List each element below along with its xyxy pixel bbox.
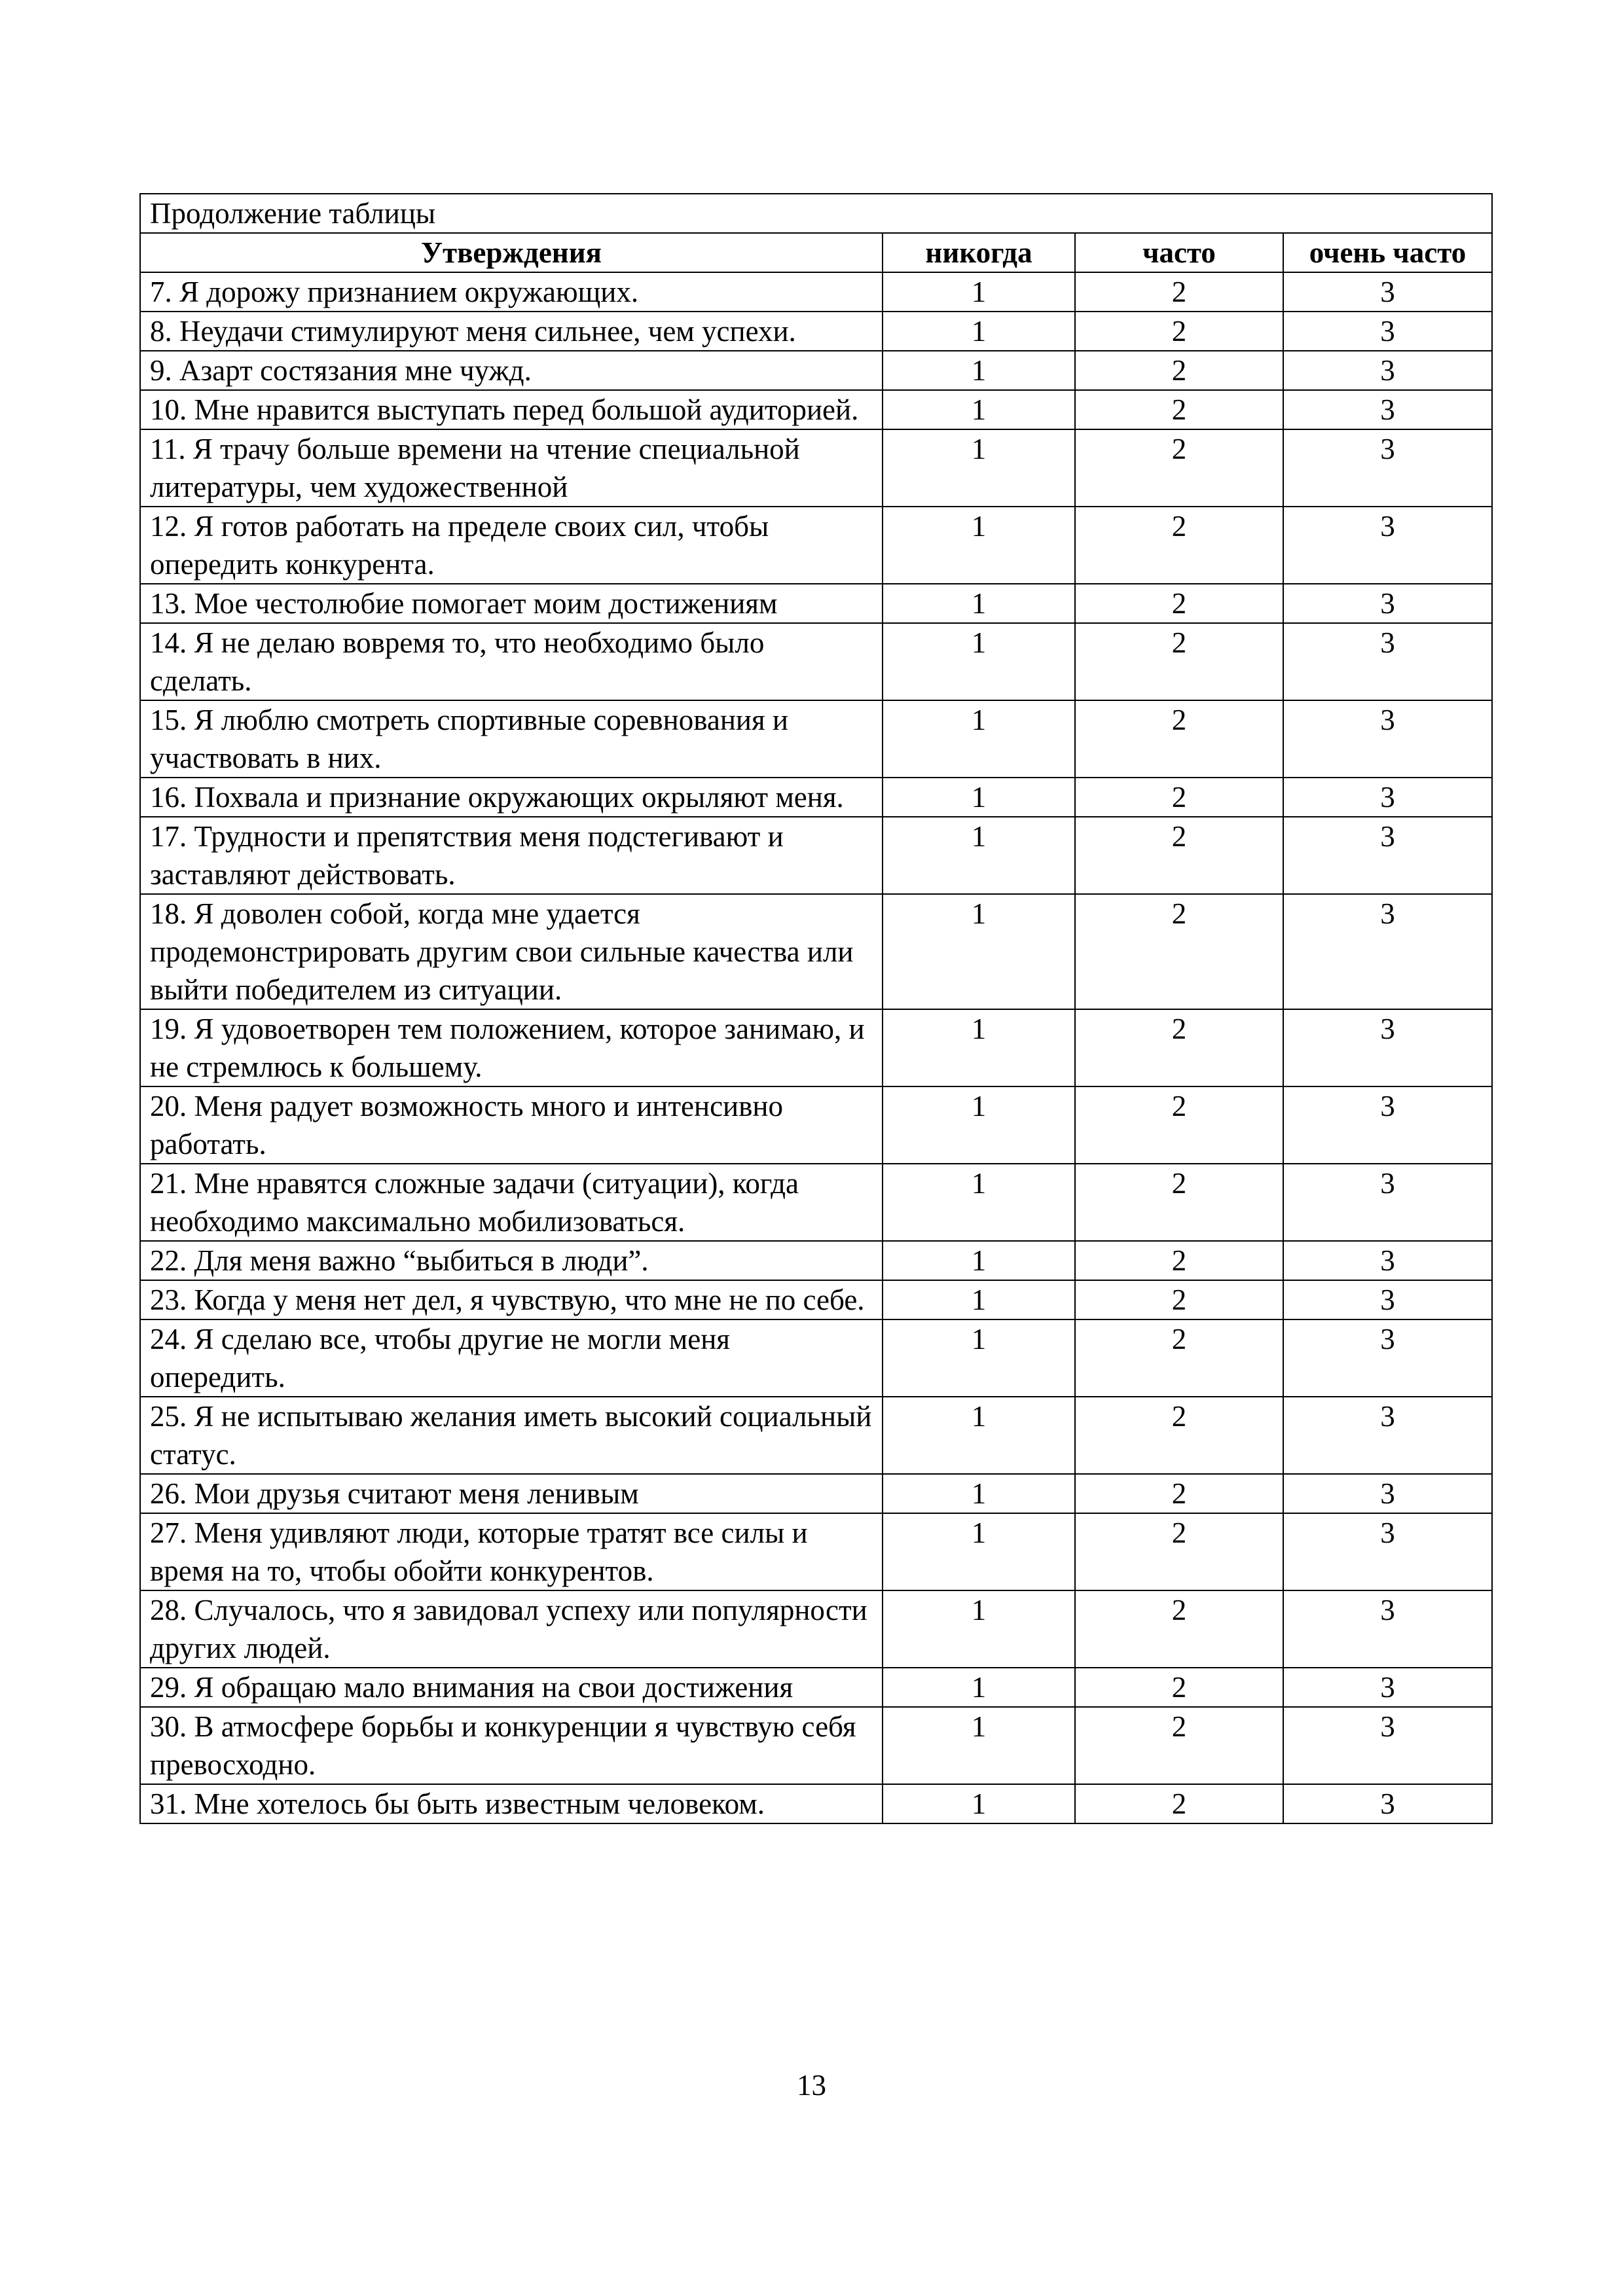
table-row [140, 894, 1492, 1009]
never-cell: 1 [883, 1707, 1075, 1784]
statement-cell: 23. Когда у меня нет дел, я чувствую, что мне не по себе. [140, 1280, 883, 1319]
often-cell: 2 [1075, 1164, 1283, 1241]
header-statement: Утверждения [140, 233, 883, 272]
statement-cell: 18. Я доволен собой, когда мне удается продемонстрировать другим свои сильные качества или выйти победителем из ситуации. [140, 894, 883, 1009]
never-cell: 1 [883, 1164, 1075, 1241]
table-row [140, 778, 1492, 817]
table-row [140, 272, 1492, 312]
very-often-cell: 3 [1283, 390, 1492, 429]
table-row [140, 312, 1492, 351]
very-often-cell: 3 [1283, 1280, 1492, 1319]
table-row [140, 507, 1492, 584]
statement-cell: 27. Меня удивляют люди, которые тратят все силы и время на то, чтобы обойти конкурентов. [140, 1513, 883, 1590]
table-row [140, 1086, 1492, 1164]
often-cell: 2 [1075, 1707, 1283, 1784]
often-cell: 2 [1075, 1009, 1283, 1086]
table-row [140, 1164, 1492, 1241]
very-often-cell: 3 [1283, 312, 1492, 351]
never-cell: 1 [883, 1086, 1075, 1164]
very-often-cell: 3 [1283, 1668, 1492, 1707]
often-cell: 2 [1075, 312, 1283, 351]
table-row [140, 1280, 1492, 1319]
statement-cell: 19. Я удовоетворен тем положением, которое занимаю, и не стремлюсь к большему. [140, 1009, 883, 1086]
statement-cell: 25. Я не испытываю желания иметь высокий социальный статус. [140, 1397, 883, 1474]
table-row [140, 584, 1492, 623]
often-cell: 2 [1075, 584, 1283, 623]
statement-cell: 9. Азарт состязания мне чужд. [140, 351, 883, 390]
very-often-cell: 3 [1283, 1397, 1492, 1474]
often-cell: 2 [1075, 507, 1283, 584]
header-often: часто [1075, 233, 1283, 272]
very-often-cell: 3 [1283, 272, 1492, 312]
often-cell: 2 [1075, 1397, 1283, 1474]
never-cell: 1 [883, 1009, 1075, 1086]
table-header-row [140, 233, 1492, 272]
statement-cell: 24. Я сделаю все, чтобы другие не могли меня опередить. [140, 1319, 883, 1397]
table-row [140, 1241, 1492, 1280]
often-cell: 2 [1075, 351, 1283, 390]
never-cell: 1 [883, 817, 1075, 894]
statement-cell: 12. Я готов работать на пределе своих сил, чтобы опередить конкурента. [140, 507, 883, 584]
very-often-cell: 3 [1283, 507, 1492, 584]
table-row [140, 429, 1492, 507]
never-cell: 1 [883, 1474, 1075, 1513]
never-cell: 1 [883, 429, 1075, 507]
often-cell: 2 [1075, 894, 1283, 1009]
never-cell: 1 [883, 623, 1075, 700]
statement-cell: 8. Неудачи стимулируют меня сильнее, чем успехи. [140, 312, 883, 351]
never-cell: 1 [883, 1590, 1075, 1668]
table-row [140, 1668, 1492, 1707]
questionnaire-table [139, 193, 1493, 1824]
never-cell: 1 [883, 894, 1075, 1009]
statement-cell: 16. Похвала и признание окружающих окрыляют меня. [140, 778, 883, 817]
very-often-cell: 3 [1283, 1241, 1492, 1280]
statement-cell: 7. Я дорожу признанием окружающих. [140, 272, 883, 312]
often-cell: 2 [1075, 778, 1283, 817]
often-cell: 2 [1075, 817, 1283, 894]
often-cell: 2 [1075, 623, 1283, 700]
table-row [140, 1474, 1492, 1513]
very-often-cell: 3 [1283, 1319, 1492, 1397]
very-often-cell: 3 [1283, 1474, 1492, 1513]
very-often-cell: 3 [1283, 894, 1492, 1009]
statement-cell: 28. Случалось, что я завидовал успеху или популярности других людей. [140, 1590, 883, 1668]
statement-cell: 14. Я не делаю вовремя то, что необходимо было сделать. [140, 623, 883, 700]
often-cell: 2 [1075, 1474, 1283, 1513]
often-cell: 2 [1075, 1513, 1283, 1590]
very-often-cell: 3 [1283, 1164, 1492, 1241]
statement-cell: 31. Мне хотелось бы быть известным человеком. [140, 1784, 883, 1823]
often-cell: 2 [1075, 1280, 1283, 1319]
statement-cell: 10. Мне нравится выступать перед большой аудиторией. [140, 390, 883, 429]
never-cell: 1 [883, 1397, 1075, 1474]
never-cell: 1 [883, 507, 1075, 584]
table-row [140, 1319, 1492, 1397]
very-often-cell: 3 [1283, 817, 1492, 894]
very-often-cell: 3 [1283, 1086, 1492, 1164]
statement-cell: 30. В атмосфере борьбы и конкуренции я чувствую себя превосходно. [140, 1707, 883, 1784]
table-caption: Продолжение таблицы [140, 194, 1492, 233]
never-cell: 1 [883, 700, 1075, 778]
table-row [140, 700, 1492, 778]
often-cell: 2 [1075, 1784, 1283, 1823]
table-row [140, 1009, 1492, 1086]
statement-cell: 26. Мои друзья считают меня ленивым [140, 1474, 883, 1513]
never-cell: 1 [883, 272, 1075, 312]
very-often-cell: 3 [1283, 351, 1492, 390]
never-cell: 1 [883, 584, 1075, 623]
very-often-cell: 3 [1283, 1707, 1492, 1784]
very-often-cell: 3 [1283, 584, 1492, 623]
never-cell: 1 [883, 778, 1075, 817]
page-number: 13 [797, 2069, 826, 2102]
very-often-cell: 3 [1283, 1590, 1492, 1668]
table-caption-row [140, 194, 1492, 233]
never-cell: 1 [883, 351, 1075, 390]
never-cell: 1 [883, 1241, 1075, 1280]
never-cell: 1 [883, 390, 1075, 429]
often-cell: 2 [1075, 1668, 1283, 1707]
never-cell: 1 [883, 1668, 1075, 1707]
table-row [140, 1513, 1492, 1590]
statement-cell: 22. Для меня важно “выбиться в люди”. [140, 1241, 883, 1280]
header-very-often: очень часто [1283, 233, 1492, 272]
very-often-cell: 3 [1283, 778, 1492, 817]
never-cell: 1 [883, 1513, 1075, 1590]
table-row [140, 1397, 1492, 1474]
never-cell: 1 [883, 1784, 1075, 1823]
never-cell: 1 [883, 312, 1075, 351]
table-row [140, 817, 1492, 894]
very-often-cell: 3 [1283, 623, 1492, 700]
very-often-cell: 3 [1283, 700, 1492, 778]
table-row [140, 1707, 1492, 1784]
table-row [140, 1784, 1492, 1823]
very-often-cell: 3 [1283, 429, 1492, 507]
never-cell: 1 [883, 1280, 1075, 1319]
never-cell: 1 [883, 1319, 1075, 1397]
often-cell: 2 [1075, 390, 1283, 429]
table-row [140, 623, 1492, 700]
table-row [140, 390, 1492, 429]
often-cell: 2 [1075, 272, 1283, 312]
very-often-cell: 3 [1283, 1513, 1492, 1590]
statement-cell: 29. Я обращаю мало внимания на свои достижения [140, 1668, 883, 1707]
header-never: никогда [883, 233, 1075, 272]
very-often-cell: 3 [1283, 1784, 1492, 1823]
very-often-cell: 3 [1283, 1009, 1492, 1086]
statement-cell: 21. Мне нравятся сложные задачи (ситуации), когда необходимо максимально мобилизоваться. [140, 1164, 883, 1241]
statement-cell: 13. Мое честолюбие помогает моим достижениям [140, 584, 883, 623]
table-row [140, 351, 1492, 390]
statement-cell: 20. Меня радует возможность много и интенсивно работать. [140, 1086, 883, 1164]
often-cell: 2 [1075, 700, 1283, 778]
statement-cell: 15. Я люблю смотреть спортивные соревнования и участвовать в них. [140, 700, 883, 778]
often-cell: 2 [1075, 1590, 1283, 1668]
often-cell: 2 [1075, 1319, 1283, 1397]
often-cell: 2 [1075, 1086, 1283, 1164]
statement-cell: 17. Трудности и препятствия меня подстегивают и заставляют действовать. [140, 817, 883, 894]
often-cell: 2 [1075, 1241, 1283, 1280]
often-cell: 2 [1075, 429, 1283, 507]
table-row [140, 1590, 1492, 1668]
statement-cell: 11. Я трачу больше времени на чтение специальной литературы, чем художественной [140, 429, 883, 507]
